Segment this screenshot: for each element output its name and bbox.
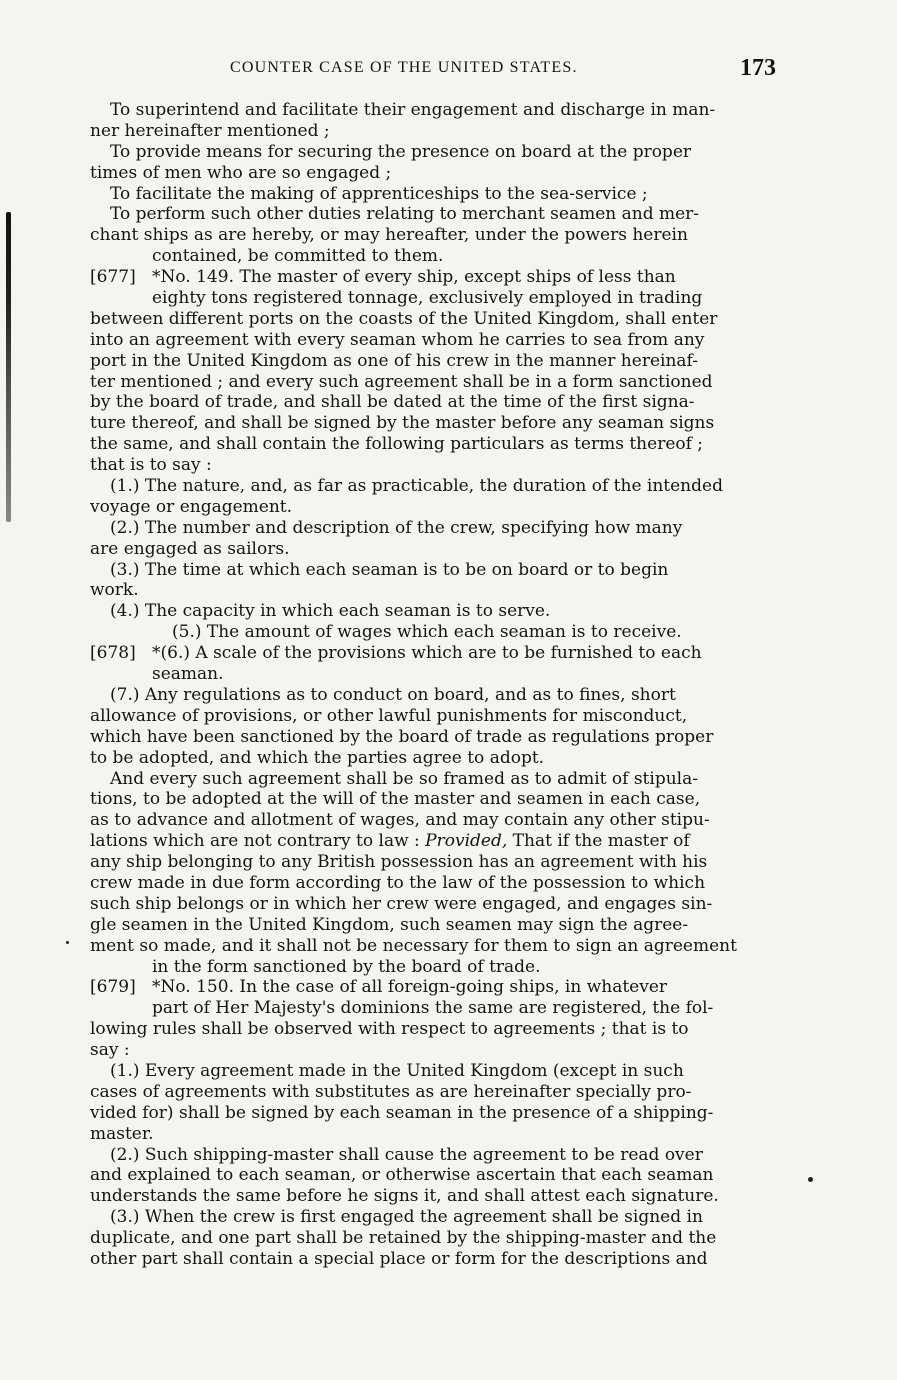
binding-edge-mark [6,212,11,522]
text-line: (5.) The amount of wages which each seaman is to receive. [172,622,682,643]
text-line: To perform such other duties relating to merchant seamen and mer- [110,204,700,225]
text-line: the same, and shall contain the following particulars as terms thereof ; [90,434,704,455]
text-line: To facilitate the making of apprenticeships to the sea-service ; [110,183,648,204]
stray-ink-dot [808,1177,813,1182]
margin-ref: [677] [90,267,136,288]
text-line: duplicate, and one part shall be retained by the shipping-master and the [90,1228,717,1249]
text-line: (4.) The capacity in which each seaman is to serve. [110,601,551,622]
text-line: eighty tons registered tonnage, exclusively employed in trading [152,288,703,309]
text-line: (2.) The number and description of the crew, specifying how many [110,517,683,538]
text-line: to be adopted, and which the parties agree to adopt. [90,747,545,768]
text-line: master. [90,1123,154,1144]
text-line: ner hereinafter mentioned ; [90,120,330,141]
text-line: part of Her Majesty's dominions the same are registered, the fol- [152,998,714,1019]
text-line: any ship belonging to any British possession has an agreement with his [90,852,708,873]
text-line: which have been sanctioned by the board of trade as regulations proper [90,726,714,747]
running-title: COUNTER CASE OF THE UNITED STATES. [230,59,578,76]
body-text [90,100,780,1270]
text-line: (3.) When the crew is first engaged the agreement shall be signed in [110,1207,703,1228]
page-number: 173 [740,55,776,81]
text-line: understands the same before he signs it, and shall attest each signature. [90,1186,719,1207]
text-line: are engaged as sailors. [90,538,290,559]
text-line: that is to say : [90,455,212,476]
text-line-content: That if the master of [512,831,690,852]
text-line [90,643,780,664]
text-line: (7.) Any regulations as to conduct on board, and as to fines, short [110,684,676,705]
text-line: crew made in due form according to the law of the possession to which [90,872,706,893]
text-line: and explained to each seaman, or otherwise ascertain that each seaman [90,1165,714,1186]
text-line: times of men who are so engaged ; [90,162,392,183]
text-line: contained, be committed to them. [152,246,444,267]
text-line: chant ships as are hereby, or may hereafter, under the powers herein [90,225,688,246]
text-line: (2.) Such shipping-master shall cause the agreement to be read over [110,1144,703,1165]
stray-ink-dot [66,941,69,944]
text-line: as to advance and allotment of wages, and may contain any other stipu- [90,810,710,831]
text-line: between different ports on the coasts of the United Kingdom, shall enter [90,308,718,329]
margin-ref: [678] [90,643,136,664]
text-line-content: *(6.) A scale of the provisions which are to be furnished to each [152,643,702,664]
text-line: ter mentioned ; and every such agreement shall be in a form sanctioned [90,371,713,392]
text-line: gle seamen in the United Kingdom, such seamen may sign the agree- [90,914,689,935]
text-line: cases of agreements with substitutes as are hereinafter specially pro- [90,1081,692,1102]
margin-ref: [679] [90,977,136,998]
text-line: ture thereof, and shall be signed by the master before any seaman signs [90,413,715,434]
text-line: allowance of provisions, or other lawful punishments for misconduct, [90,705,688,726]
text-line: (3.) The time at which each seaman is to be on board or to begin [110,559,669,580]
text-line: other part shall contain a special place or form for the descriptions and [90,1248,708,1269]
running-head [90,55,780,85]
text-line: vided for) shall be signed by each seaman in the presence of a shipping- [90,1102,714,1123]
text-line: tions, to be adopted at the will of the master and seamen in each case, [90,789,701,810]
text-line: (1.) Every agreement made in the United Kingdom (except in such [110,1060,684,1081]
text-line [90,267,780,288]
text-line: by the board of trade, and shall be dated at the time of the first signa- [90,392,695,413]
text-line-content: *No. 150. In the case of all foreign-going ships, in whatever [152,977,668,998]
text-line-content: lations which are not contrary to law : [90,831,420,852]
text-line: into an agreement with every seaman whom he carries to sea from any [90,329,705,350]
text-line: say : [90,1040,130,1061]
text-line: port in the United Kingdom as one of his crew in the manner hereinaf- [90,350,698,371]
text-line: And every such agreement shall be so framed as to admit of stipula- [110,768,698,789]
text-line: lowing rules shall be observed with respect to agreements ; that is to [90,1019,689,1040]
text-line [90,977,780,998]
text-line: voyage or engagement. [90,496,293,517]
text-line: seaman. [152,664,224,685]
text-line: such ship belongs or in which her crew were engaged, and engages sin- [90,893,713,914]
text-line: work. [90,580,139,601]
text-line: (1.) The nature, and, as far as practicable, the duration of the intended [110,476,723,497]
text-line-content: *No. 149. The master of every ship, except ships of less than [152,267,676,288]
text-line: To provide means for securing the presence on board at the proper [110,141,692,162]
text-line: To superintend and facilitate their engagement and discharge in man- [110,100,716,120]
text-line [90,831,780,852]
text-line: in the form sanctioned by the board of trade. [152,956,541,977]
text-line: ment so made, and it shall not be necessary for them to sign an agreement [90,935,737,956]
italic-proviso: Provided, [425,831,508,852]
